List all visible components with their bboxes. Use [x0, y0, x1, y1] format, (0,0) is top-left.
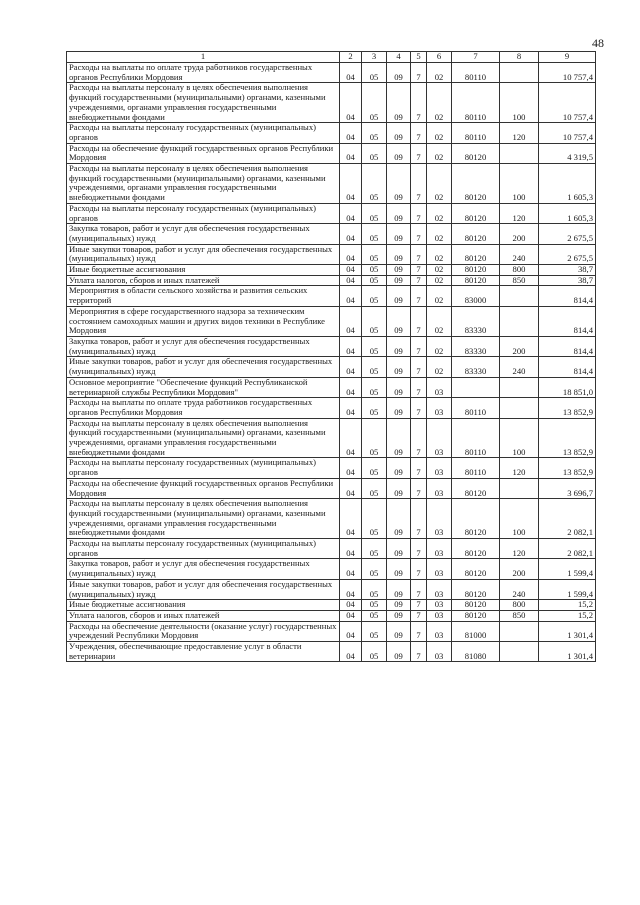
- code-cell-4: 09: [387, 224, 411, 244]
- code-cell-3: 05: [362, 286, 387, 306]
- row-name-cell: Уплата налогов, сборов и иных платежей: [67, 610, 340, 621]
- code-cell-7: 80120: [452, 244, 500, 264]
- code-cell-3: 05: [362, 275, 387, 286]
- code-cell-2: 04: [340, 418, 362, 458]
- code-cell-6: 03: [427, 418, 452, 458]
- amount-cell: 2 082,1: [539, 539, 596, 559]
- code-cell-5: 7: [411, 63, 427, 83]
- code-cell-6: 03: [427, 478, 452, 498]
- amount-cell: 13 852,9: [539, 398, 596, 418]
- table-row: [67, 610, 596, 621]
- table-row: [67, 642, 596, 662]
- code-cell-2: 04: [340, 164, 362, 204]
- code-cell-6: 03: [427, 458, 452, 478]
- code-cell-3: 05: [362, 244, 387, 264]
- code-cell-5: 7: [411, 336, 427, 356]
- code-cell-2: 04: [340, 83, 362, 123]
- code-cell-2: 04: [340, 499, 362, 539]
- column-header: 2: [340, 52, 362, 63]
- code-cell-3: 05: [362, 377, 387, 397]
- code-cell-8: 800: [500, 600, 539, 611]
- code-cell-8: [500, 306, 539, 336]
- code-cell-7: 80120: [452, 265, 500, 276]
- code-cell-6: 02: [427, 143, 452, 163]
- code-cell-4: 09: [387, 478, 411, 498]
- row-name-cell: Расходы на выплаты персоналу в целях обеспечения выполнения функций государственными (муниципальными) органами, казенными учреждениями, органами управления государственными внебюджетными фондами: [67, 499, 340, 539]
- amount-cell: 15,2: [539, 610, 596, 621]
- column-header: 9: [539, 52, 596, 63]
- code-cell-3: 05: [362, 600, 387, 611]
- row-name-cell: Расходы на обеспечение функций государственных органов Республики Мордовия: [67, 478, 340, 498]
- code-cell-8: 120: [500, 539, 539, 559]
- code-cell-6: 02: [427, 123, 452, 143]
- code-cell-7: 80120: [452, 539, 500, 559]
- code-cell-5: 7: [411, 224, 427, 244]
- table-row: [67, 83, 596, 123]
- code-cell-4: 09: [387, 306, 411, 336]
- row-name-cell: Расходы на выплаты персоналу в целях обеспечения выполнения функций государственными (муниципальными) органами, казенными учреждениями, органами управления государственными внебюджетными фондами: [67, 418, 340, 458]
- code-cell-5: 7: [411, 83, 427, 123]
- code-cell-5: 7: [411, 398, 427, 418]
- code-cell-5: 7: [411, 164, 427, 204]
- code-cell-5: 7: [411, 458, 427, 478]
- amount-cell: 10 757,4: [539, 123, 596, 143]
- amount-cell: 814,4: [539, 357, 596, 377]
- code-cell-2: 04: [340, 203, 362, 223]
- amount-cell: 10 757,4: [539, 83, 596, 123]
- code-cell-5: 7: [411, 610, 427, 621]
- table-row: [67, 600, 596, 611]
- table-row: [67, 377, 596, 397]
- row-name-cell: Мероприятия в области сельского хозяйства и развития сельских территорий: [67, 286, 340, 306]
- code-cell-3: 05: [362, 579, 387, 599]
- code-cell-8: 120: [500, 203, 539, 223]
- code-cell-7: 80120: [452, 275, 500, 286]
- code-cell-3: 05: [362, 642, 387, 662]
- code-cell-2: 04: [340, 600, 362, 611]
- code-cell-5: 7: [411, 244, 427, 264]
- row-name-cell: Расходы на выплаты по оплате труда работников государственных органов Республики Мордовия: [67, 398, 340, 418]
- code-cell-3: 05: [362, 458, 387, 478]
- row-name-cell: Расходы на обеспечение деятельности (оказание услуг) государственных учреждений Республики Мордовия: [67, 621, 340, 641]
- code-cell-2: 04: [340, 244, 362, 264]
- code-cell-6: 03: [427, 398, 452, 418]
- code-cell-6: 03: [427, 621, 452, 641]
- amount-cell: 4 319,5: [539, 143, 596, 163]
- row-name-cell: Расходы на выплаты персоналу государственных (муниципальных) органов: [67, 539, 340, 559]
- code-cell-6: 02: [427, 63, 452, 83]
- amount-cell: 1 301,4: [539, 621, 596, 641]
- row-name-cell: Закупка товаров, работ и услуг для обеспечения государственных (муниципальных) нужд: [67, 336, 340, 356]
- table-row: [67, 164, 596, 204]
- code-cell-7: 80120: [452, 579, 500, 599]
- code-cell-5: 7: [411, 203, 427, 223]
- row-name-cell: Мероприятия в сфере государственного надзора за техническим состоянием самоходных машин и других видов техники в Республике Мордовия: [67, 306, 340, 336]
- amount-cell: 13 852,9: [539, 418, 596, 458]
- code-cell-4: 09: [387, 642, 411, 662]
- code-cell-8: [500, 63, 539, 83]
- header-row: [67, 52, 596, 63]
- code-cell-2: 04: [340, 478, 362, 498]
- column-header: 4: [387, 52, 411, 63]
- code-cell-6: 03: [427, 579, 452, 599]
- code-cell-2: 04: [340, 275, 362, 286]
- code-cell-7: 81000: [452, 621, 500, 641]
- code-cell-8: [500, 478, 539, 498]
- code-cell-4: 09: [387, 143, 411, 163]
- code-cell-2: 04: [340, 286, 362, 306]
- code-cell-4: 09: [387, 621, 411, 641]
- code-cell-7: 80110: [452, 458, 500, 478]
- table-row: [67, 203, 596, 223]
- code-cell-8: 120: [500, 123, 539, 143]
- code-cell-7: 80120: [452, 224, 500, 244]
- row-name-cell: Расходы на выплаты персоналу государственных (муниципальных) органов: [67, 458, 340, 478]
- amount-cell: 38,7: [539, 275, 596, 286]
- code-cell-3: 05: [362, 123, 387, 143]
- code-cell-3: 05: [362, 336, 387, 356]
- code-cell-5: 7: [411, 600, 427, 611]
- code-cell-8: [500, 143, 539, 163]
- table-row: [67, 143, 596, 163]
- code-cell-6: 03: [427, 600, 452, 611]
- code-cell-4: 09: [387, 336, 411, 356]
- code-cell-7: 80110: [452, 123, 500, 143]
- code-cell-4: 09: [387, 265, 411, 276]
- code-cell-2: 04: [340, 579, 362, 599]
- code-cell-2: 04: [340, 306, 362, 336]
- code-cell-8: 850: [500, 275, 539, 286]
- code-cell-6: 02: [427, 203, 452, 223]
- row-name-cell: Расходы на выплаты персоналу в целях обеспечения выполнения функций государственными (муниципальными) органами, казенными учреждениями, органами управления государственными внебюджетными фондами: [67, 83, 340, 123]
- code-cell-2: 04: [340, 123, 362, 143]
- table-row: [67, 275, 596, 286]
- code-cell-3: 05: [362, 559, 387, 579]
- code-cell-7: 83330: [452, 306, 500, 336]
- code-cell-7: [452, 377, 500, 397]
- code-cell-4: 09: [387, 600, 411, 611]
- code-cell-7: 80120: [452, 203, 500, 223]
- code-cell-4: 09: [387, 164, 411, 204]
- code-cell-6: 03: [427, 559, 452, 579]
- column-header: 3: [362, 52, 387, 63]
- code-cell-5: 7: [411, 306, 427, 336]
- code-cell-8: 200: [500, 559, 539, 579]
- code-cell-6: 03: [427, 539, 452, 559]
- code-cell-2: 04: [340, 458, 362, 478]
- code-cell-4: 09: [387, 123, 411, 143]
- code-cell-7: 80110: [452, 418, 500, 458]
- amount-cell: 1 301,4: [539, 642, 596, 662]
- table-row: [67, 418, 596, 458]
- code-cell-3: 05: [362, 83, 387, 123]
- code-cell-4: 09: [387, 418, 411, 458]
- code-cell-3: 05: [362, 621, 387, 641]
- code-cell-5: 7: [411, 143, 427, 163]
- page-number: 48: [592, 36, 604, 50]
- code-cell-6: 02: [427, 83, 452, 123]
- code-cell-6: 02: [427, 244, 452, 264]
- code-cell-5: 7: [411, 377, 427, 397]
- code-cell-4: 09: [387, 244, 411, 264]
- code-cell-8: 800: [500, 265, 539, 276]
- code-cell-6: 03: [427, 499, 452, 539]
- code-cell-2: 04: [340, 642, 362, 662]
- row-name-cell: Расходы на обеспечение функций государственных органов Республики Мордовия: [67, 143, 340, 163]
- amount-cell: 2 675,5: [539, 224, 596, 244]
- code-cell-8: [500, 621, 539, 641]
- code-cell-7: 80120: [452, 499, 500, 539]
- amount-cell: 1 605,3: [539, 164, 596, 204]
- code-cell-3: 05: [362, 203, 387, 223]
- code-cell-7: 80120: [452, 559, 500, 579]
- code-cell-3: 05: [362, 539, 387, 559]
- row-name-cell: Иные бюджетные ассигнования: [67, 600, 340, 611]
- code-cell-5: 7: [411, 418, 427, 458]
- table-row: [67, 265, 596, 276]
- amount-cell: 814,4: [539, 306, 596, 336]
- code-cell-2: 04: [340, 265, 362, 276]
- table-row: [67, 559, 596, 579]
- row-name-cell: Закупка товаров, работ и услуг для обеспечения государственных (муниципальных) нужд: [67, 559, 340, 579]
- code-cell-8: [500, 398, 539, 418]
- code-cell-6: 02: [427, 265, 452, 276]
- code-cell-8: 100: [500, 83, 539, 123]
- code-cell-2: 04: [340, 357, 362, 377]
- table-body: [67, 63, 596, 662]
- code-cell-3: 05: [362, 478, 387, 498]
- code-cell-8: [500, 286, 539, 306]
- code-cell-3: 05: [362, 398, 387, 418]
- code-cell-8: 240: [500, 357, 539, 377]
- code-cell-8: 240: [500, 244, 539, 264]
- code-cell-3: 05: [362, 143, 387, 163]
- code-cell-8: 120: [500, 458, 539, 478]
- code-cell-3: 05: [362, 164, 387, 204]
- code-cell-4: 09: [387, 559, 411, 579]
- budget-table: [66, 51, 596, 662]
- code-cell-4: 09: [387, 539, 411, 559]
- code-cell-5: 7: [411, 579, 427, 599]
- code-cell-8: 100: [500, 418, 539, 458]
- code-cell-3: 05: [362, 610, 387, 621]
- code-cell-7: 80120: [452, 478, 500, 498]
- code-cell-6: 02: [427, 275, 452, 286]
- table-row: [67, 224, 596, 244]
- column-header: 8: [500, 52, 539, 63]
- table-row: [67, 336, 596, 356]
- code-cell-4: 09: [387, 610, 411, 621]
- code-cell-3: 05: [362, 418, 387, 458]
- amount-cell: 13 852,9: [539, 458, 596, 478]
- table-row: [67, 244, 596, 264]
- code-cell-2: 04: [340, 539, 362, 559]
- code-cell-2: 04: [340, 224, 362, 244]
- row-name-cell: Уплата налогов, сборов и иных платежей: [67, 275, 340, 286]
- code-cell-6: 03: [427, 610, 452, 621]
- code-cell-6: 02: [427, 164, 452, 204]
- amount-cell: 15,2: [539, 600, 596, 611]
- amount-cell: 1 599,4: [539, 559, 596, 579]
- row-name-cell: Иные закупки товаров, работ и услуг для обеспечения государственных (муниципальных) нужд: [67, 244, 340, 264]
- table-row: [67, 539, 596, 559]
- code-cell-8: 200: [500, 336, 539, 356]
- code-cell-5: 7: [411, 621, 427, 641]
- code-cell-5: 7: [411, 357, 427, 377]
- table-row: [67, 499, 596, 539]
- code-cell-2: 04: [340, 336, 362, 356]
- code-cell-6: 02: [427, 286, 452, 306]
- code-cell-3: 05: [362, 357, 387, 377]
- column-header: 7: [452, 52, 500, 63]
- code-cell-6: 02: [427, 357, 452, 377]
- code-cell-3: 05: [362, 63, 387, 83]
- code-cell-6: 03: [427, 642, 452, 662]
- code-cell-5: 7: [411, 123, 427, 143]
- amount-cell: 3 696,7: [539, 478, 596, 498]
- code-cell-5: 7: [411, 275, 427, 286]
- amount-cell: 814,4: [539, 336, 596, 356]
- row-name-cell: Иные закупки товаров, работ и услуг для обеспечения государственных (муниципальных) нужд: [67, 579, 340, 599]
- row-name-cell: Расходы на выплаты по оплате труда работников государственных органов Республики Мордовия: [67, 63, 340, 83]
- row-name-cell: Расходы на выплаты персоналу государственных (муниципальных) органов: [67, 203, 340, 223]
- code-cell-7: 80120: [452, 600, 500, 611]
- code-cell-6: 02: [427, 336, 452, 356]
- amount-cell: 2 082,1: [539, 499, 596, 539]
- code-cell-4: 09: [387, 398, 411, 418]
- table-row: [67, 458, 596, 478]
- amount-cell: 1 599,4: [539, 579, 596, 599]
- code-cell-7: 81080: [452, 642, 500, 662]
- code-cell-7: 80120: [452, 610, 500, 621]
- code-cell-2: 04: [340, 621, 362, 641]
- amount-cell: 814,4: [539, 286, 596, 306]
- table-row: [67, 63, 596, 83]
- code-cell-5: 7: [411, 539, 427, 559]
- column-header: 5: [411, 52, 427, 63]
- code-cell-4: 09: [387, 203, 411, 223]
- code-cell-7: 80110: [452, 398, 500, 418]
- code-cell-4: 09: [387, 286, 411, 306]
- row-name-cell: Закупка товаров, работ и услуг для обеспечения государственных (муниципальных) нужд: [67, 224, 340, 244]
- table-row: [67, 286, 596, 306]
- code-cell-8: [500, 642, 539, 662]
- code-cell-8: 100: [500, 164, 539, 204]
- table-row: [67, 357, 596, 377]
- code-cell-8: [500, 377, 539, 397]
- table-row: [67, 621, 596, 641]
- code-cell-5: 7: [411, 478, 427, 498]
- code-cell-5: 7: [411, 499, 427, 539]
- code-cell-8: 240: [500, 579, 539, 599]
- code-cell-7: 83000: [452, 286, 500, 306]
- code-cell-3: 05: [362, 499, 387, 539]
- column-header: 6: [427, 52, 452, 63]
- code-cell-4: 09: [387, 83, 411, 123]
- code-cell-4: 09: [387, 63, 411, 83]
- code-cell-7: 80120: [452, 164, 500, 204]
- code-cell-5: 7: [411, 559, 427, 579]
- code-cell-7: 80110: [452, 83, 500, 123]
- code-cell-2: 04: [340, 610, 362, 621]
- table-row: [67, 123, 596, 143]
- code-cell-4: 09: [387, 275, 411, 286]
- code-cell-4: 09: [387, 377, 411, 397]
- code-cell-8: 100: [500, 499, 539, 539]
- code-cell-3: 05: [362, 224, 387, 244]
- code-cell-5: 7: [411, 265, 427, 276]
- code-cell-4: 09: [387, 458, 411, 478]
- row-name-cell: Расходы на выплаты персоналу в целях обеспечения выполнения функций государственными (муниципальными) органами, казенными учреждениями, органами управления государственными внебюджетными фондами: [67, 164, 340, 204]
- code-cell-7: 83330: [452, 336, 500, 356]
- code-cell-7: 83330: [452, 357, 500, 377]
- code-cell-8: 200: [500, 224, 539, 244]
- table-row: [67, 478, 596, 498]
- code-cell-4: 09: [387, 579, 411, 599]
- amount-cell: 10 757,4: [539, 63, 596, 83]
- code-cell-5: 7: [411, 286, 427, 306]
- row-name-cell: Учреждения, обеспечивающие предоставление услуг в области ветеринарии: [67, 642, 340, 662]
- table-row: [67, 398, 596, 418]
- row-name-cell: Иные бюджетные ассигнования: [67, 265, 340, 276]
- code-cell-6: 02: [427, 306, 452, 336]
- amount-cell: 2 675,5: [539, 244, 596, 264]
- amount-cell: 18 851,0: [539, 377, 596, 397]
- code-cell-2: 04: [340, 559, 362, 579]
- code-cell-6: 02: [427, 224, 452, 244]
- code-cell-3: 05: [362, 265, 387, 276]
- code-cell-7: 80120: [452, 143, 500, 163]
- code-cell-2: 04: [340, 63, 362, 83]
- column-header: 1: [67, 52, 340, 63]
- code-cell-2: 04: [340, 398, 362, 418]
- code-cell-7: 80110: [452, 63, 500, 83]
- row-name-cell: Основное мероприятие "Обеспечение функций Республиканской ветеринарной службы Республики Мордовия": [67, 377, 340, 397]
- code-cell-4: 09: [387, 499, 411, 539]
- code-cell-5: 7: [411, 642, 427, 662]
- row-name-cell: Иные закупки товаров, работ и услуг для обеспечения государственных (муниципальных) нужд: [67, 357, 340, 377]
- code-cell-6: 03: [427, 377, 452, 397]
- code-cell-8: 850: [500, 610, 539, 621]
- code-cell-2: 04: [340, 377, 362, 397]
- row-name-cell: Расходы на выплаты персоналу государственных (муниципальных) органов: [67, 123, 340, 143]
- amount-cell: 38,7: [539, 265, 596, 276]
- code-cell-2: 04: [340, 143, 362, 163]
- table-row: [67, 306, 596, 336]
- code-cell-4: 09: [387, 357, 411, 377]
- table-row: [67, 579, 596, 599]
- code-cell-3: 05: [362, 306, 387, 336]
- amount-cell: 1 605,3: [539, 203, 596, 223]
